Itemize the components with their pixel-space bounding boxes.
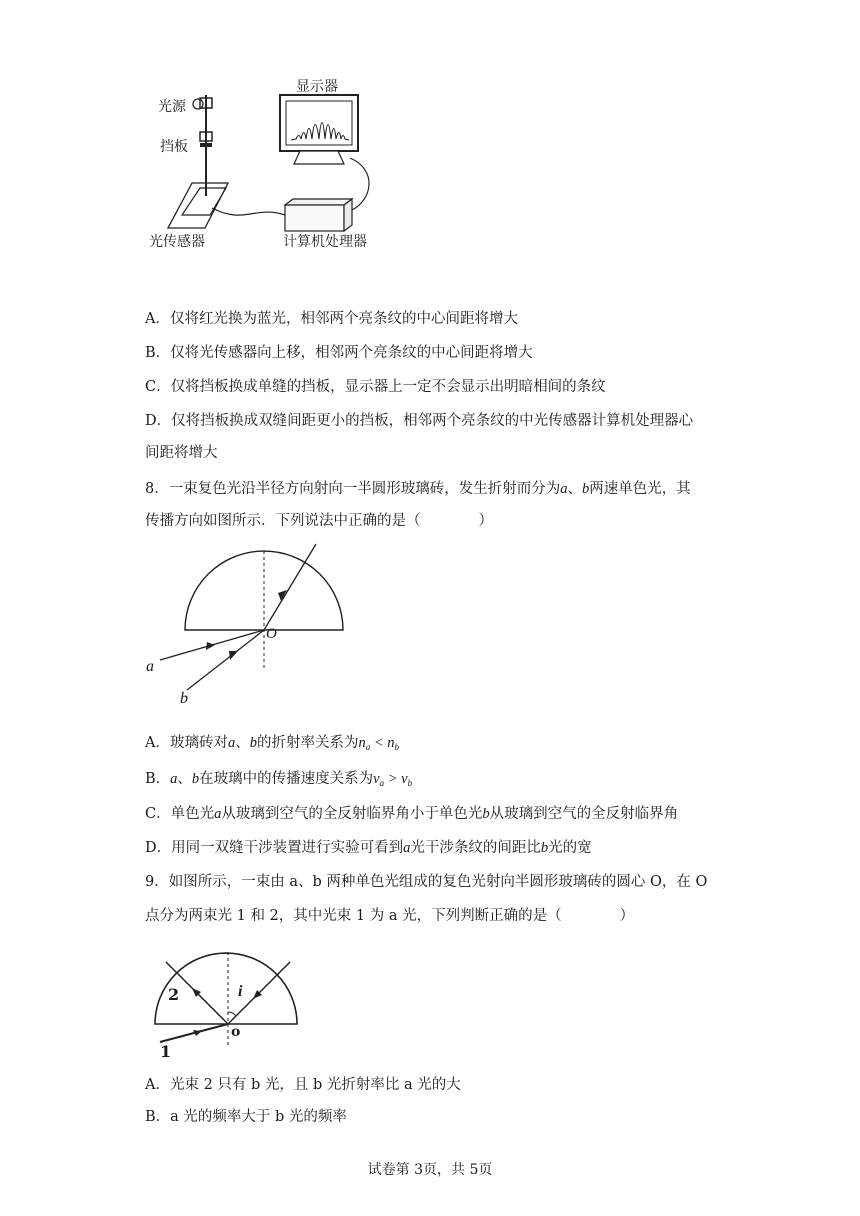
sub-b: b (407, 778, 413, 788)
q8-opt-d-var-a: a (403, 840, 411, 856)
q9-label-o: o (231, 1024, 241, 1040)
q9-label-2: 2 (168, 985, 180, 1004)
q8-opt-c-pre: C．单色光 (145, 806, 215, 822)
label-computer-processor: 计算机处理器 (283, 234, 367, 250)
q8-label-a: a (146, 658, 154, 675)
label-light-source: 光源 (158, 99, 186, 115)
q8-opt-b-mid: 在玻璃中的传播速度关系为 (199, 771, 374, 787)
q9-stem-line1: 9．如图所示，一束由 a、b 两种单色光组成的复色光射向半圆形玻璃砖的圆心 O，在 O (145, 874, 708, 890)
q8-opt-a-var-a: a (227, 735, 236, 751)
q8-opt-d-post: 光的宽 (548, 840, 592, 856)
v-symbol: v (373, 771, 380, 787)
q8-opt-d-var-b: b (540, 840, 549, 856)
q8-var-b: b (581, 481, 590, 497)
page-footer: 试卷第 3页，共 5页 (367, 1162, 493, 1178)
q8-opt-a-pre: A．玻璃砖对 (145, 735, 228, 751)
sub-b: b (394, 742, 400, 752)
lt-symbol: < (370, 735, 388, 751)
label-light-sensor: 光传感器 (149, 234, 205, 250)
q7-option-a: A．仅将红光换为蓝光，相邻两个亮条纹的中心间距将增大 (145, 311, 518, 327)
q7-option-d-line1: D．仅将挡板换成双缝间距更小的挡板，相邻两个亮条纹的中光传感器计算机处理器心 (145, 413, 694, 429)
q9-option-b: B．a 光的频率大于 b 光的频率 (145, 1109, 347, 1125)
q7-option-b: B．仅将光传感器向上移，相邻两个亮条纹的中心间距将增大 (145, 345, 533, 361)
q8-sep: 、 (567, 481, 582, 497)
q8-stem-pre: 8．一束复色光沿半径方向射向一半圆形玻璃砖，发生折射而分为 (145, 481, 561, 497)
q8-opt-a-var-b: b (249, 735, 257, 751)
q9-label-i: i (238, 983, 243, 1000)
q8-opt-b-prefix: B． (145, 771, 171, 787)
sub-a: a (379, 778, 385, 788)
n-symbol: n (387, 735, 395, 751)
q8-stem-post: 两速单色光，其 (589, 481, 691, 497)
q8-opt-c-mid: 从玻璃到空气的全反射临界角小于单色光 (221, 806, 483, 822)
n-symbol: n (358, 735, 366, 751)
q7-option-d-line2: 间距将增大 (145, 445, 218, 461)
q7-option-c: C．仅将挡板换成单缝的挡板，显示器上一定不会显示出明暗相间的条纹 (145, 379, 606, 395)
gt-symbol: > (384, 771, 402, 787)
q8-opt-c-var-b: b (482, 806, 490, 822)
q9-label-1: 1 (160, 1042, 172, 1061)
q9-option-a: A．光束 2 只有 b 光，且 b 光折射率比 a 光的大 (145, 1077, 461, 1093)
q8-opt-b-var-a: a (170, 771, 178, 787)
q8-label-b: b (180, 690, 188, 707)
q8-opt-a-sep: 、 (235, 735, 250, 751)
q8-label-o: O (266, 626, 277, 642)
q8-opt-a-mid: 的折射率关系为 (256, 735, 359, 751)
q9-stem-line2: 点分为两束光 1 和 2，其中光束 1 为 a 光，下列判断正确的是（ ） (145, 908, 635, 924)
q8-stem-line2: 传播方向如图所示．下列说法中正确的是（ ） (145, 513, 493, 529)
label-display: 显示器 (296, 79, 338, 95)
q8-opt-b-var-b: b (191, 771, 200, 787)
sub-a: a (365, 742, 371, 752)
q8-opt-b-sep: 、 (177, 771, 192, 787)
v-symbol: v (401, 771, 408, 787)
q8-opt-c-var-a: a (214, 806, 222, 822)
q8-opt-d-pre: D．用同一双缝干涉装置进行实验可看到 (145, 840, 404, 856)
q8-opt-c-post: 从玻璃到空气的全反射临界角 (489, 806, 679, 822)
q8-opt-d-mid: 光干涉条纹的间距比 (410, 840, 541, 856)
q8-var-a: a (560, 481, 568, 497)
label-baffle: 挡板 (160, 139, 188, 155)
